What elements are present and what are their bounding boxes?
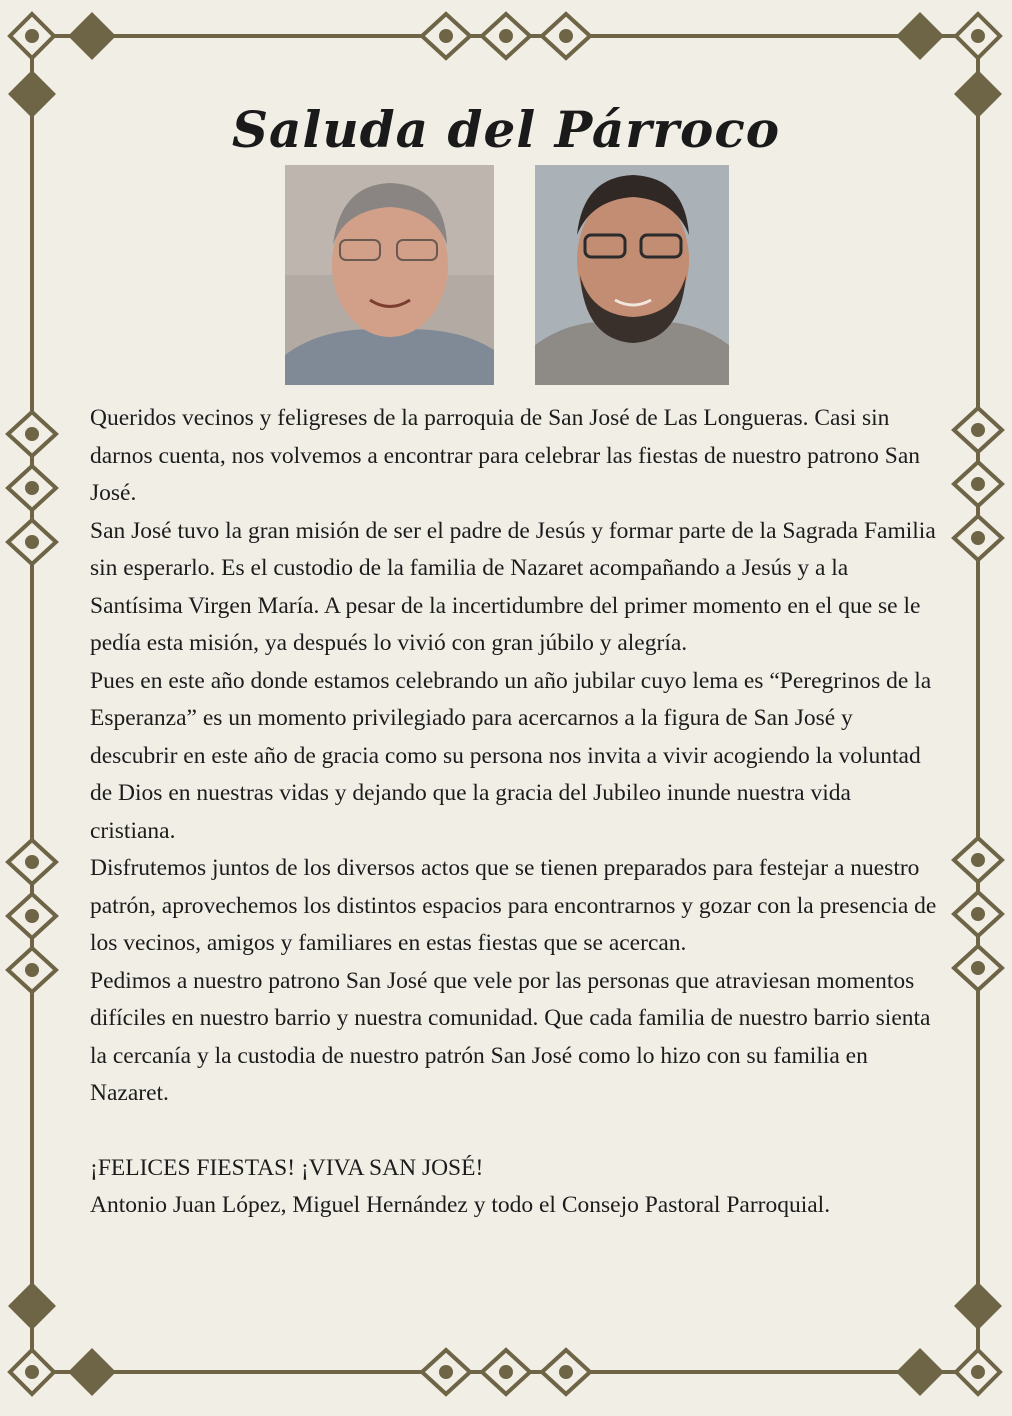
- portrait-icon: [285, 165, 494, 385]
- priest-photo-1: [285, 165, 494, 385]
- priest-photo-2: [535, 165, 729, 385]
- signature: Antonio Juan López, Miguel Hernández y todo el Consejo Pastoral Parroquial.: [90, 1192, 831, 1218]
- paragraph-5: Pedimos a nuestro patrono San José que vele por las personas que atraviesan momentos difíciles en nuestro barrio y nuestra comunidad. Que cada familia de nuestro barrio sienta la cercanía y la custodia de nuestro patrón San José como lo hizo con su familia en Nazaret.: [90, 967, 931, 1106]
- paragraph-3: Pues en este año donde estamos celebrando un año jubilar cuyo lema es “Peregrinos de la Esperanza” es un momento privilegiado para acercarnos a la figura de San José y descubrir en este año de gracia como su persona nos invita a vivir acogiendo la voluntad de Dios en nuestras vidas y dejando que la gracia del Jubileo inunde nuestra vida cristiana.: [90, 667, 932, 844]
- portrait-icon: [535, 165, 729, 385]
- paragraph-1: Queridos vecinos y feligreses de la parroquia de San José de Las Longueras. Casi sin darnos cuenta, nos volvemos a encontrar para celebrar las fiestas de nuestro patrono San José.: [90, 405, 921, 506]
- letter-body: [90, 400, 940, 1225]
- paragraph-2: San José tuvo la gran misión de ser el padre de Jesús y formar parte de la Sagrada Familia sin esperarlo. Es el custodio de la familia de Nazaret acompañando a Jesús y a la Santísima Virgen María. A pesar de la incertidumbre del primer momento en el que se le pedía esta misión, ya después lo vivió con gran júbilo y alegría.: [90, 517, 936, 656]
- page-title: Saluda del Párroco: [231, 100, 781, 159]
- paragraph-4: Disfrutemos juntos de los diversos actos que se tienen preparados para festejar a nuestro patrón, aprovechemos los distintos espacios para encontrarnos y gozar con la presencia de los vecinos, amigos y familiares en estas fiestas que se acercan.: [90, 855, 937, 956]
- spacer: [90, 1113, 940, 1150]
- closing-line: ¡FELICES FIESTAS! ¡VIVA SAN JOSÉ!: [90, 1154, 484, 1181]
